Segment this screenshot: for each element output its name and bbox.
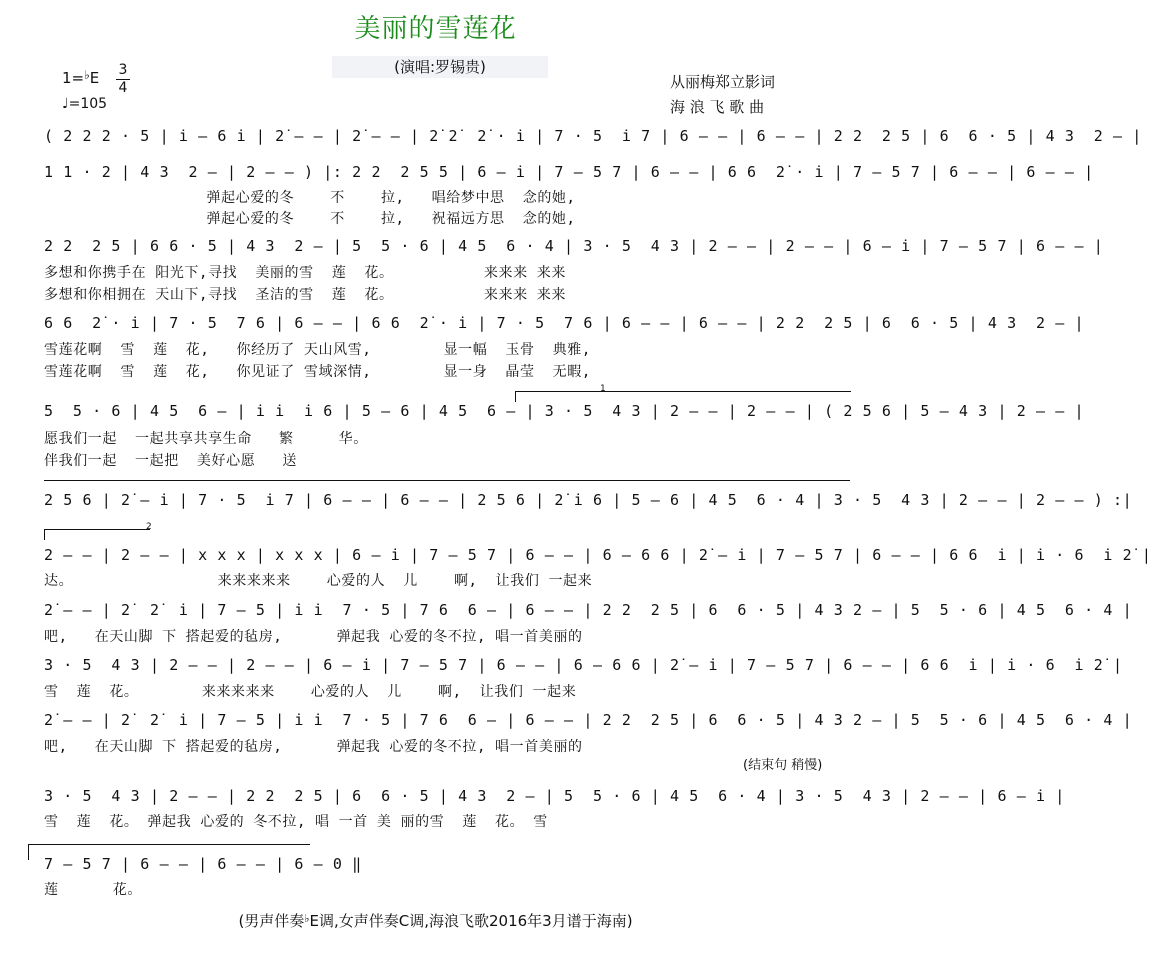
score-row-10: 2̇ – – | 2̇ 2̇ i̇ | 7 – 5 | i̇ i̇ 7 · 5 | 7 6 6 – | 6 – – | 2 2 2 5 | 6 6 · 5 | 4 3 2 – | 5 5 · 6 | 4 5 6 · 4 | [44,711,1133,729]
time-top: 3 [118,62,128,78]
footer-note [0,910,871,931]
lyric-row-4-verse-2: 雪莲花啊 雪 莲 花, 你见证了 雪域深情, 显一身 晶莹 无暇, [44,364,591,380]
score-row-9: 3 · 5 4 3 | 2 – – | 2 – – | 6 – i̇ | 7 – 5 7 | 6 – – | 6 – 6 6 | 2̇ – i̇ | 7 – 5 7 | 6 – – | 6 6 i̇ | i̇ · 6 i̇ 2̇ | [44,656,1123,674]
credits [670,70,775,120]
time-bottom: 4 [118,80,128,96]
lyric-row-2-verse-1: 弹起心爱的冬 不 拉, 唱给梦中思 念的她, [44,190,576,206]
score-row-3: 2 2 2 5 | 6 6 · 5 | 4 3 2 – | 5 5 · 6 | 4 5 6 · 4 | 3 · 5 4 3 | 2 – – | 2 – – | 6 – i̇ | 7 – 5 7 | 6 – – | [44,237,1104,255]
lyric-row-3-verse-2: 多想和你相拥在 天山下,寻找 圣洁的雪 莲 花。 来来来 来来 [44,287,566,303]
score-row-12: 7 – 5 7 | 6 – – | 6 – – | 6 – 0 ‖ [44,855,362,873]
lyric-row-5-verse-1: 愿我们一起 一起共享共享生命 繁 华。 [44,431,368,447]
score-row-8: 2̇ – – | 2̇ 2̇ i̇ | 7 – 5 | i̇ i̇ 7 · 5 | 7 6 6 – | 6 – – | 2 2 2 5 | 6 6 · 5 | 4 3 2 – | 5 5 · 6 | 4 5 6 · 4 | [44,601,1133,619]
footer-flat-icon: ♭ [304,912,310,925]
score-row-5: 5 5 · 6 | 4 5 6 – | i̇ i̇ i̇ 6 | 5 – 6 | 4 5 6 – | 3 · 5 4 3 | 2 – – | 2 – – | ( 2 5 6 | 5 – 4 3 | 2 – – | [44,402,1085,420]
key-prefix: 1= [62,69,85,87]
tempo-marking: ♩=105 [62,96,108,112]
score-row-4: 6 6 2̇ · i̇ | 7 · 5 7 6 | 6 – – | 6 6 2̇ · i̇ | 7 · 5 7 6 | 6 – – | 6 – – | 2 2 2 5 | 6 6 · 5 | 4 3 2 – | [44,314,1085,332]
volta-number-2: 2 [146,522,152,532]
score-row-2: 1 1 · 2 | 4 3 2 – | 2 – – ) |: 2 2 2 5 5 | 6 – i̇ | 7 – 5 7 | 6 – – | 6 6 2̇ · i̇ | 7 – 5 7 | 6 – – | 6 – – | [44,163,1094,181]
key-letter: E [89,69,100,87]
lyric-row-8: 吧, 在天山脚 下 搭起爱的毡房, 弹起我 心爱的冬不拉, 唱一首美丽的 [44,629,583,645]
volta-number-1: 1 [600,384,606,394]
closing-line-left [28,844,29,860]
composer: 海 浪 飞 歌 曲 [670,98,765,116]
volta-bracket-2 [44,529,150,540]
lyric-row-9: 雪 莲 花。 来来来来来 心爱的人 儿 啊, 让我们 一起来 [44,684,577,700]
lyric-row-2-verse-2: 弹起心爱的冬 不 拉, 祝福远方思 念的她, [44,211,576,227]
volta-bracket-1 [515,391,851,402]
footer-post: E调,女声伴奏C调,海浪飞歌2016年3月谱于海南) [309,912,633,930]
lyric-row-3-verse-1: 多想和你携手在 阳光下,寻找 美丽的雪 莲 花。 来来来 来来 [44,265,566,281]
footer-pre: (男声伴奏 [238,912,305,930]
volta-line-continuation [44,480,850,481]
score-row-6: 2 5 6 | 2̇ – i̇ | 7 · 5 i̇ 7 | 6 – – | 6 – – | 2 5 6 | 2̇ i̇ 6 | 5 – 6 | 4 5 6 · 4 | 3 · 5 4 3 | 2 – – | 2 – – ) :| [44,491,1133,509]
time-signature [116,63,130,96]
lyric-row-4-verse-1: 雪莲花啊 雪 莲 花, 你经历了 天山风雪, 显一幅 玉骨 典雅, [44,342,591,358]
lyric-row-7: 达。 来来来来来 心爱的人 儿 啊, 让我们 一起来 [44,573,593,589]
score-row-7: 2 – – | 2 – – | x x x | x x x | 6 – i̇ | 7 – 5 7 | 6 – – | 6 – 6 6 | 2̇ – i̇ | 7 – 5 7 | 6 – – | 6 6 i̇ | i̇ · 6 i̇ 2̇ | [44,546,1152,564]
song-title: 美丽的雪莲花 [354,14,517,44]
lyric-row-11: 雪 莲 花。 弹起我 心爱的 冬不拉, 唱 一首 美 丽的雪 莲 花。 雪 [44,814,548,830]
flat-icon: ♭ [84,68,90,82]
lyric-row-5-verse-2: 伴我们一起 一起把 美好心愿 送 [44,453,297,469]
score-row-11: 3 · 5 4 3 | 2 – – | 2 2 2 5 | 6 6 · 5 | 4 3 2 – | 5 5 · 6 | 4 5 6 · 4 | 3 · 5 4 3 | 2 – – | 6 – i̇ | [44,787,1065,805]
singer-credit: (演唱:罗锡贵) [332,56,548,78]
lyric-row-10: 吧, 在天山脚 下 搭起爱的毡房, 弹起我 心爱的冬不拉, 唱一首美丽的 [44,739,583,755]
closing-line [28,844,310,845]
lyricist: 从丽梅郑立影词 [670,73,776,91]
lyric-row-12: 莲 花。 [44,882,142,898]
ending-instruction: (结束句 稍慢) [743,758,823,773]
key-signature [62,68,99,87]
score-row-1: ( 2 2 2 · 5 | i̇ – 6 i̇ | 2̇ – – | 2̇ – – | 2̇ 2̇ 2̇ · i̇ | 7 · 5 i̇ 7 | 6 – – | 6 – – | 2 2 2 5 | 6 6 · 5 | 4 3 2 – | [44,127,1142,145]
